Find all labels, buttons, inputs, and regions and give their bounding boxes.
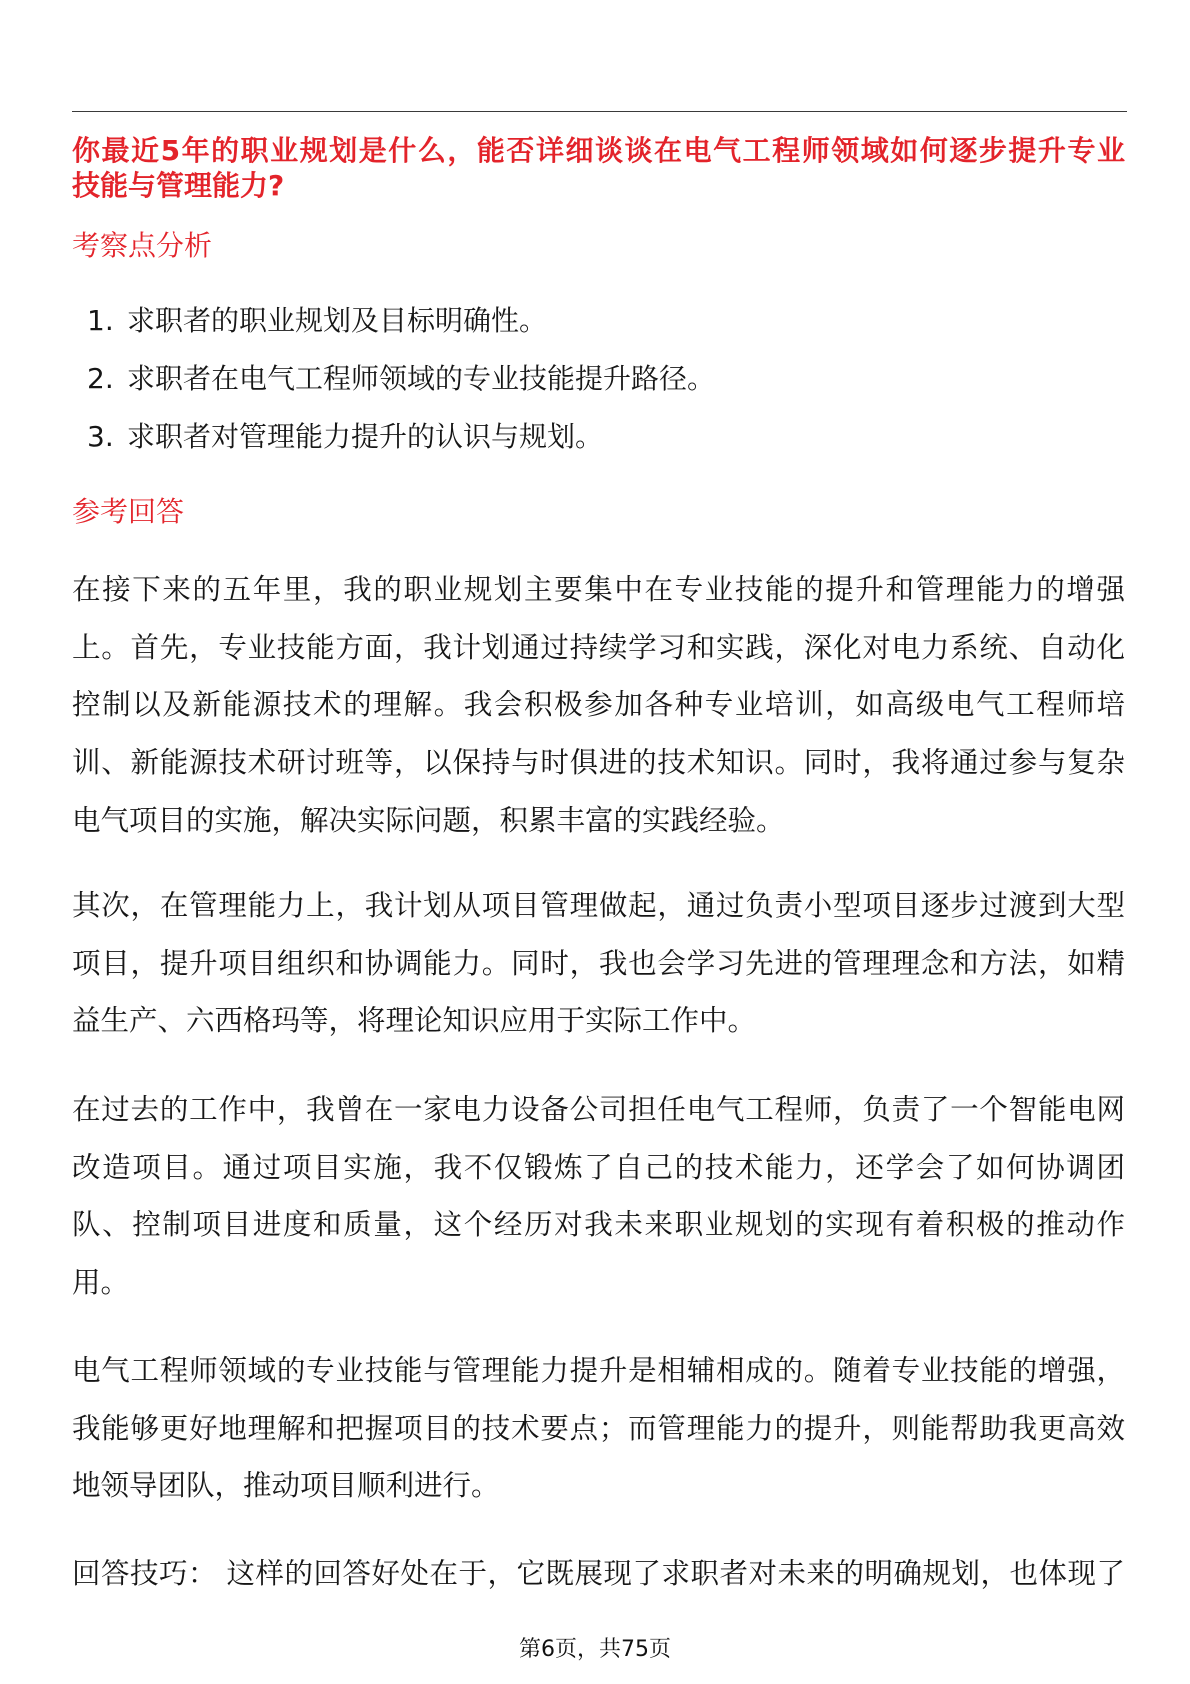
analysis-item [87, 301, 1087, 341]
paragraph-line: 项目，提升项目组织和协调能力。同时，我也会学习先进的管理理念和方法，如精 [72, 946, 1125, 980]
paragraph-line: 其次，在管理能力上，我计划从项目管理做起，通过负责小型项目逐步过渡到大型 [72, 889, 1125, 922]
paragraph-line: 电气项目的实施，解决实际问题，积累丰富的实践经验。 [72, 803, 785, 837]
list-number: 3. [87, 420, 114, 453]
paragraph-line: 上。首先，专业技能方面，我计划通过持续学习和实践，深化对电力系统、自动化 [72, 630, 1125, 664]
paragraph-line: 改造项目。通过项目实施，我不仅锻炼了自己的技术能力，还学会了如何协调团 [72, 1150, 1125, 1184]
answer-paragraph [72, 877, 1125, 1050]
page-number: 第6页，共75页 [519, 1637, 671, 1662]
analysis-item [87, 417, 1087, 457]
paragraph-line: 益生产、六西格玛等，将理论知识应用于实际工作中。 [72, 1004, 757, 1038]
paragraph-line: 在过去的工作中，我曾在一家电力设备公司担任电气工程师，负责了一个智能电网 [72, 1093, 1125, 1126]
paragraph-line: 在接下来的五年里，我的职业规划主要集中在专业技能的提升和管理能力的增强 [72, 573, 1125, 606]
answer-paragraph [72, 1081, 1125, 1312]
paragraph-line: 控制以及新能源技术的理解。我会积极参加各种专业培训，如高级电气工程师培 [72, 688, 1125, 722]
question-line: 你最近5年的职业规划是什么，能否详细谈谈在电气工程师领域如何逐步提升专业 [72, 134, 1125, 167]
paragraph-line: 用。 [72, 1266, 130, 1300]
list-number: 2. [87, 362, 114, 395]
question-line: 技能与管理能力? [72, 169, 285, 202]
paragraph-line: 我能够更好地理解和把握项目的技术要点；而管理能力的提升，则能帮助我更高效 [72, 1411, 1125, 1445]
paragraph-line: 电气工程师领域的专业技能与管理能力提升是相辅相成的。随着专业技能的增强， [72, 1354, 1125, 1387]
paragraph-line: 队、控制项目进度和质量，这个经历对我未来职业规划的实现有着积极的推动作 [72, 1208, 1125, 1242]
list-text: 求职者在电气工程师领域的专业技能提升路径。 [127, 362, 716, 395]
paragraph-line: 地领导团队，推动项目顺利进行。 [72, 1469, 500, 1503]
header-rule [72, 111, 1127, 112]
paragraph-line: 回答技巧： 这样的回答好处在于，它既展现了求职者对未来的明确规划，也体现了 [72, 1557, 1125, 1590]
question-title [72, 133, 1125, 203]
answer-paragraph [72, 1545, 1125, 1603]
answer-paragraph [72, 561, 1125, 850]
list-text: 求职者对管理能力提升的认识与规划。 [127, 420, 604, 453]
analysis-item [87, 359, 1087, 399]
list-number: 1. [87, 304, 114, 337]
list-text: 求职者的职业规划及目标明确性。 [127, 304, 548, 337]
analysis-heading: 考察点分析 [72, 229, 213, 262]
answer-paragraph [72, 1342, 1125, 1515]
paragraph-line: 训、新能源技术研讨班等，以保持与时俱进的技术知识。同时，我将通过参与复杂 [72, 746, 1125, 780]
answer-heading: 参考回答 [72, 495, 185, 528]
